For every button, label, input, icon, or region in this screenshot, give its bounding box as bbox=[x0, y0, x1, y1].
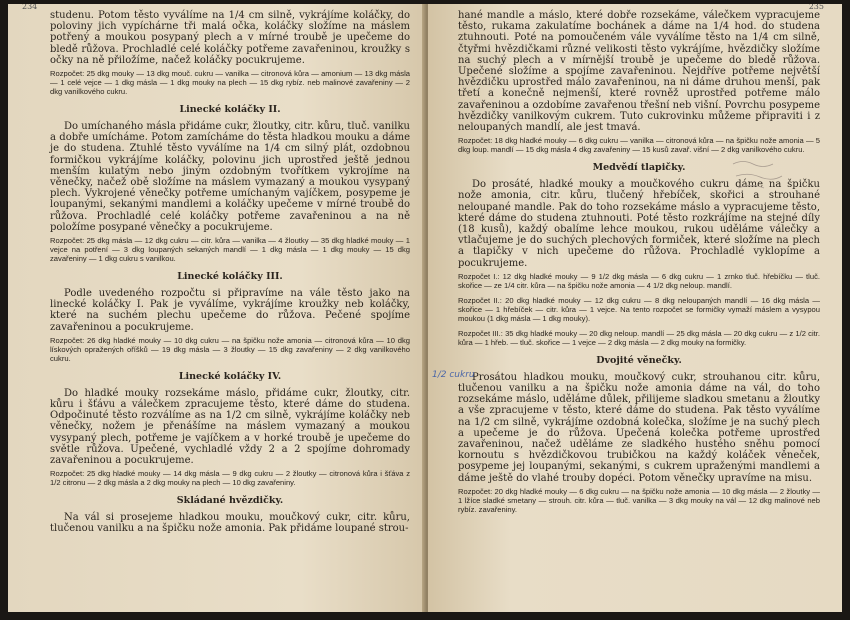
linecke-4-text: Do hladké mouky rozsekáme máslo, přidáme cukr, žloutky, citr. kůru i šťávu a válečkem zpracujeme těsto, které dáme do studena. Odpočinuté těsto rozválíme as na 1/2 cm silně, vykrájíme koláčky neb věnečky, nožem je přenášíme na máslem vymazaný a moukou vysypaný plech, potřeme je vajíčkem a v horké troubě je upečeme do světle růžova. Upečené, vychladlé vždy 2 a 2 spojíme dohromady zavařeninou a pocukrujeme. bbox=[50, 387, 410, 467]
dvojite-venecky-rozpocet: Rozpočet: 20 dkg hladké mouky — 6 dkg cukru — na špičku nože amonia — 10 dkg másla — 2 žloutky — 1 lžíce sladké smetany — strouh. citr. kůra — tluč. vanilka — 3 dkg mouky na vál — 12 dkg malinové neb rybíz. zavařeniny. bbox=[458, 486, 820, 514]
skladane-hvezdicky-text: Na vál si prosejeme hladkou mouku, moučkový cukr, citr. kůru, tlučenou vanilku a na špičku nože amonia. Pak přidáme loupané strou- bbox=[50, 512, 410, 535]
medvedi-rozpocet-1: Rozpočet I.: 12 dkg hladké mouky — 9 1/2 dkg másla — 6 dkg cukru — 1 zrnko tluč. hřebíčku — tluč. skořice — ze 1/4 citr. kůra — na špičku nože amonia — 4 1/2 dkg neloup. mandlí. bbox=[458, 271, 820, 290]
right-page bbox=[428, 4, 842, 612]
heading-linecke-3: Linecké koláčky III. bbox=[177, 271, 283, 283]
pencil-scribble bbox=[728, 154, 808, 214]
right-intro-text: hané mandle a máslo, které dobře rozsekáme, válečkem vypracujeme těsto, rukama zakulatíme bochánek a dáme na 1/4 hod. do studena ztuhnouti. Poté na pomoučeném vále vyválíme těsto na 1/4 cm silně, čtyřmi hvězdičkami různé velikosti těsto vykrájíme, hvězdičky složíme na suchý plech a v mírnější troubě je upečeme do bledě růžova. Upečené složíme a spojíme zavařeninou. Nejdříve potřeme největší hvězdičku uprostřed málo zavařeninou, na ni dáme druhou menší, pak třetí a konečně nejmenší, které rovněž uprostřed potřeme málo zavařeninou a ozdobíme zavařenou třešní neb višní. Povrchu posypeme hvězdičky vanilkovým cukrem. Tuto cukrovinku můžeme připraviti i z neloupaných mandlí, ale jest tmavá. bbox=[458, 10, 820, 134]
linecke-3-rozpocet: Rozpočet: 26 dkg hladké mouky — 10 dkg cukru — na špičku nože amonia — citronová kůra — 10 dkg lískových opražených oříšků — 19 dkg másla — 3 žloutky — 15 dkg zavařeniny — 2 dkg vanilkového cukru. bbox=[50, 335, 410, 363]
heading-medvedi-tlapicky: Medvědí tlapičky. bbox=[592, 162, 686, 174]
book-spread bbox=[8, 4, 842, 612]
medvedi-rozpocet-2: Rozpočet II.: 20 dkg hladké mouky — 12 dkg cukru — 8 dkg neloupaných mandlí — 16 dkg másla — skořice — 1 hřebíček — citr. kůra — 1 vejce. Na tento rozpočet se formičky vymaží máslem a vysypou moukou (1 dkg másla — 1 dkg mouky). bbox=[458, 295, 820, 323]
heading-dvojite-venecky: Dvojité věnečky. bbox=[596, 354, 682, 366]
linecke-4-rozpocet: Rozpočet: 25 dkg hladké mouky — 14 dkg másla — 9 dkg cukru — 2 žloutky — citronová kůra i šťáva z 1/2 citronu — 2 dkg másla a 2 dkg mouky na plech — 10 dkg zavařeniny. bbox=[50, 469, 410, 488]
handwritten-note: 1/2 cukru bbox=[432, 370, 475, 380]
linecke-3-text: Podle uvedeného rozpočtu si připravíme na vále těsto jako na linecké koláčky I. Pak je vyválíme, vykrájíme kroužky neb koláčky, které na suchém plechu upečeme do růžova. Pečené spojíme zavařeninou a pocukrujeme. bbox=[50, 288, 410, 333]
heading-linecke-4: Linecké koláčky IV. bbox=[178, 370, 282, 382]
left-intro-rozpocet: Rozpočet: 25 dkg mouky — 13 dkg mouč. cukru — vanilka — citronová kůra — amonium — 13 dkg másla — 1 celé vejce — 1 dkg másla — 1 dkg mouky na plech — 15 dkg rybíz. neb malinové zavařeniny — 2 dkg vanilkového cukru. bbox=[50, 69, 410, 97]
dvojite-venecky-text: Prosátou hladkou mouku, moučkový cukr, strouhanou citr. kůru, tlučenou vanilku a na špičku nože amonia dáme na vál, do toho rozsekáme máslo, uděláme důlek, přilijeme sladkou smetanu a žloutky a vše zpracujeme v těsto, které dáme do studena. Pak těsto vyválíme na 1/2 cm silně, vykrájíme ozdobná kolečka, složíme je na suchý plech a upečeme je do růžova. Upečená kolečka potřeme uprostřed zavařeninou, načež uděláme ze sladkého hustého sněhu pomocí kornoutu s hvězdičkovou trubičkou na každý koláček věneček, posypeme jej loupanými, sekanými, s cukrem upraženými mandlemi a dáme ještě do vlahé trouby dopéci. Potom věnečky upravíme na misu. bbox=[458, 371, 820, 484]
right-intro-rozpocet: Rozpočet: 18 dkg hladké mouky — 6 dkg cukru — vanilka — citronová kůra — na špičku nože amonia — 5 dkg loup. mandlí — 15 dkg másla 4 dkg zavařeniny — 15 kusů zavař. višní — 2 dkg vanilkového cukru. bbox=[458, 136, 820, 155]
right-page-number: 235 bbox=[808, 4, 824, 11]
medvedi-tlapicky-text: Do prosáté, hladké mouky a moučkového cukru dáme na špičku nože amonia, citr. kůru, tlučený hřebíček, skořici a strouhané neloupané mandle. Pak do toho rozsekáme máslo a vypracujeme těsto, které dáme do studena ztuhnouti. Poté těsto rozkrájíme na stejné díly (18 kusů), každý obalíme lehce moukou, rukou uděláme válečky a vtlačujeme je do suchých plechových formiček, které složíme na plech a tlapičky v nich upečeme do růžova. Prochladlé vyklopíme a pocukrujeme. bbox=[458, 179, 820, 269]
left-page bbox=[8, 4, 426, 612]
left-intro-text: studenu. Potom těsto vyválíme na 1/4 cm silně, vykrájíme koláčky, do poloviny jich vypíchárne tři malá očka, koláčky složíme na máslem potřený a moukou posypaný plech a v mírné troubě je upečeme do bledě růžova. Prochladlé celé koláčky potřeme zavařeninou, kroužky s očky na ně přiložíme, načež koláčky pocukrujeme. bbox=[50, 10, 410, 66]
heading-skladane-hvezdicky: Skládané hvězdičky. bbox=[176, 495, 284, 507]
left-page-number: 234 bbox=[22, 4, 38, 11]
linecke-2-rozpocet: Rozpočet: 25 dkg másla — 12 dkg cukru — citr. kůra — vanilka — 4 žloutky — 35 dkg hladké mouky — 1 vejce na potření — 3 dkg loupaných sekaných mandlí — 1 dkg másla — 1 dkg mouky — 15 dkg zavařeniny — 1 dkg cukru s vanilkou. bbox=[50, 236, 410, 264]
linecke-2-text: Do umíchaného másla přidáme cukr, žloutky, citr. kůru, tluč. vanilku a dobře umícháme. Potom zamícháme do těsta hladkou mouku a dáme je do studena. Ztuhlé těsto vyválíme na 1/4 cm silný plát, ozdobnou formičkou vykrájíme koláčky, polovinu jich uprostřed ještě jednou menším kulatým nebo jiným ozdobným tvořítkem vykrojíme na věnečky, načež obě složíme na máslem vymazaný a moukou vysypaný plech. Vykrojené věnečky potřeme umíchaným vajíčkem, posypeme je loupanými, sekanými mandlemi a koláčky upečeme v mírné troubě do růžova. Prochladlé celé koláčky potřeme zavařeninou a na ně položíme posypané věnečky a pocukrujeme. bbox=[50, 121, 410, 233]
heading-linecke-2: Linecké koláčky II. bbox=[179, 104, 281, 116]
medvedi-rozpocet-3: Rozpočet III.: 35 dkg hladké mouky — 20 dkg neloup. mandlí — 25 dkg másla — 20 dkg cukru — z 1/2 citr. kůra — 1 hřeb. — tluč. skořice — 1 vejce — 2 dkg másla — 2 dkg mouky na formičky. bbox=[458, 328, 820, 347]
